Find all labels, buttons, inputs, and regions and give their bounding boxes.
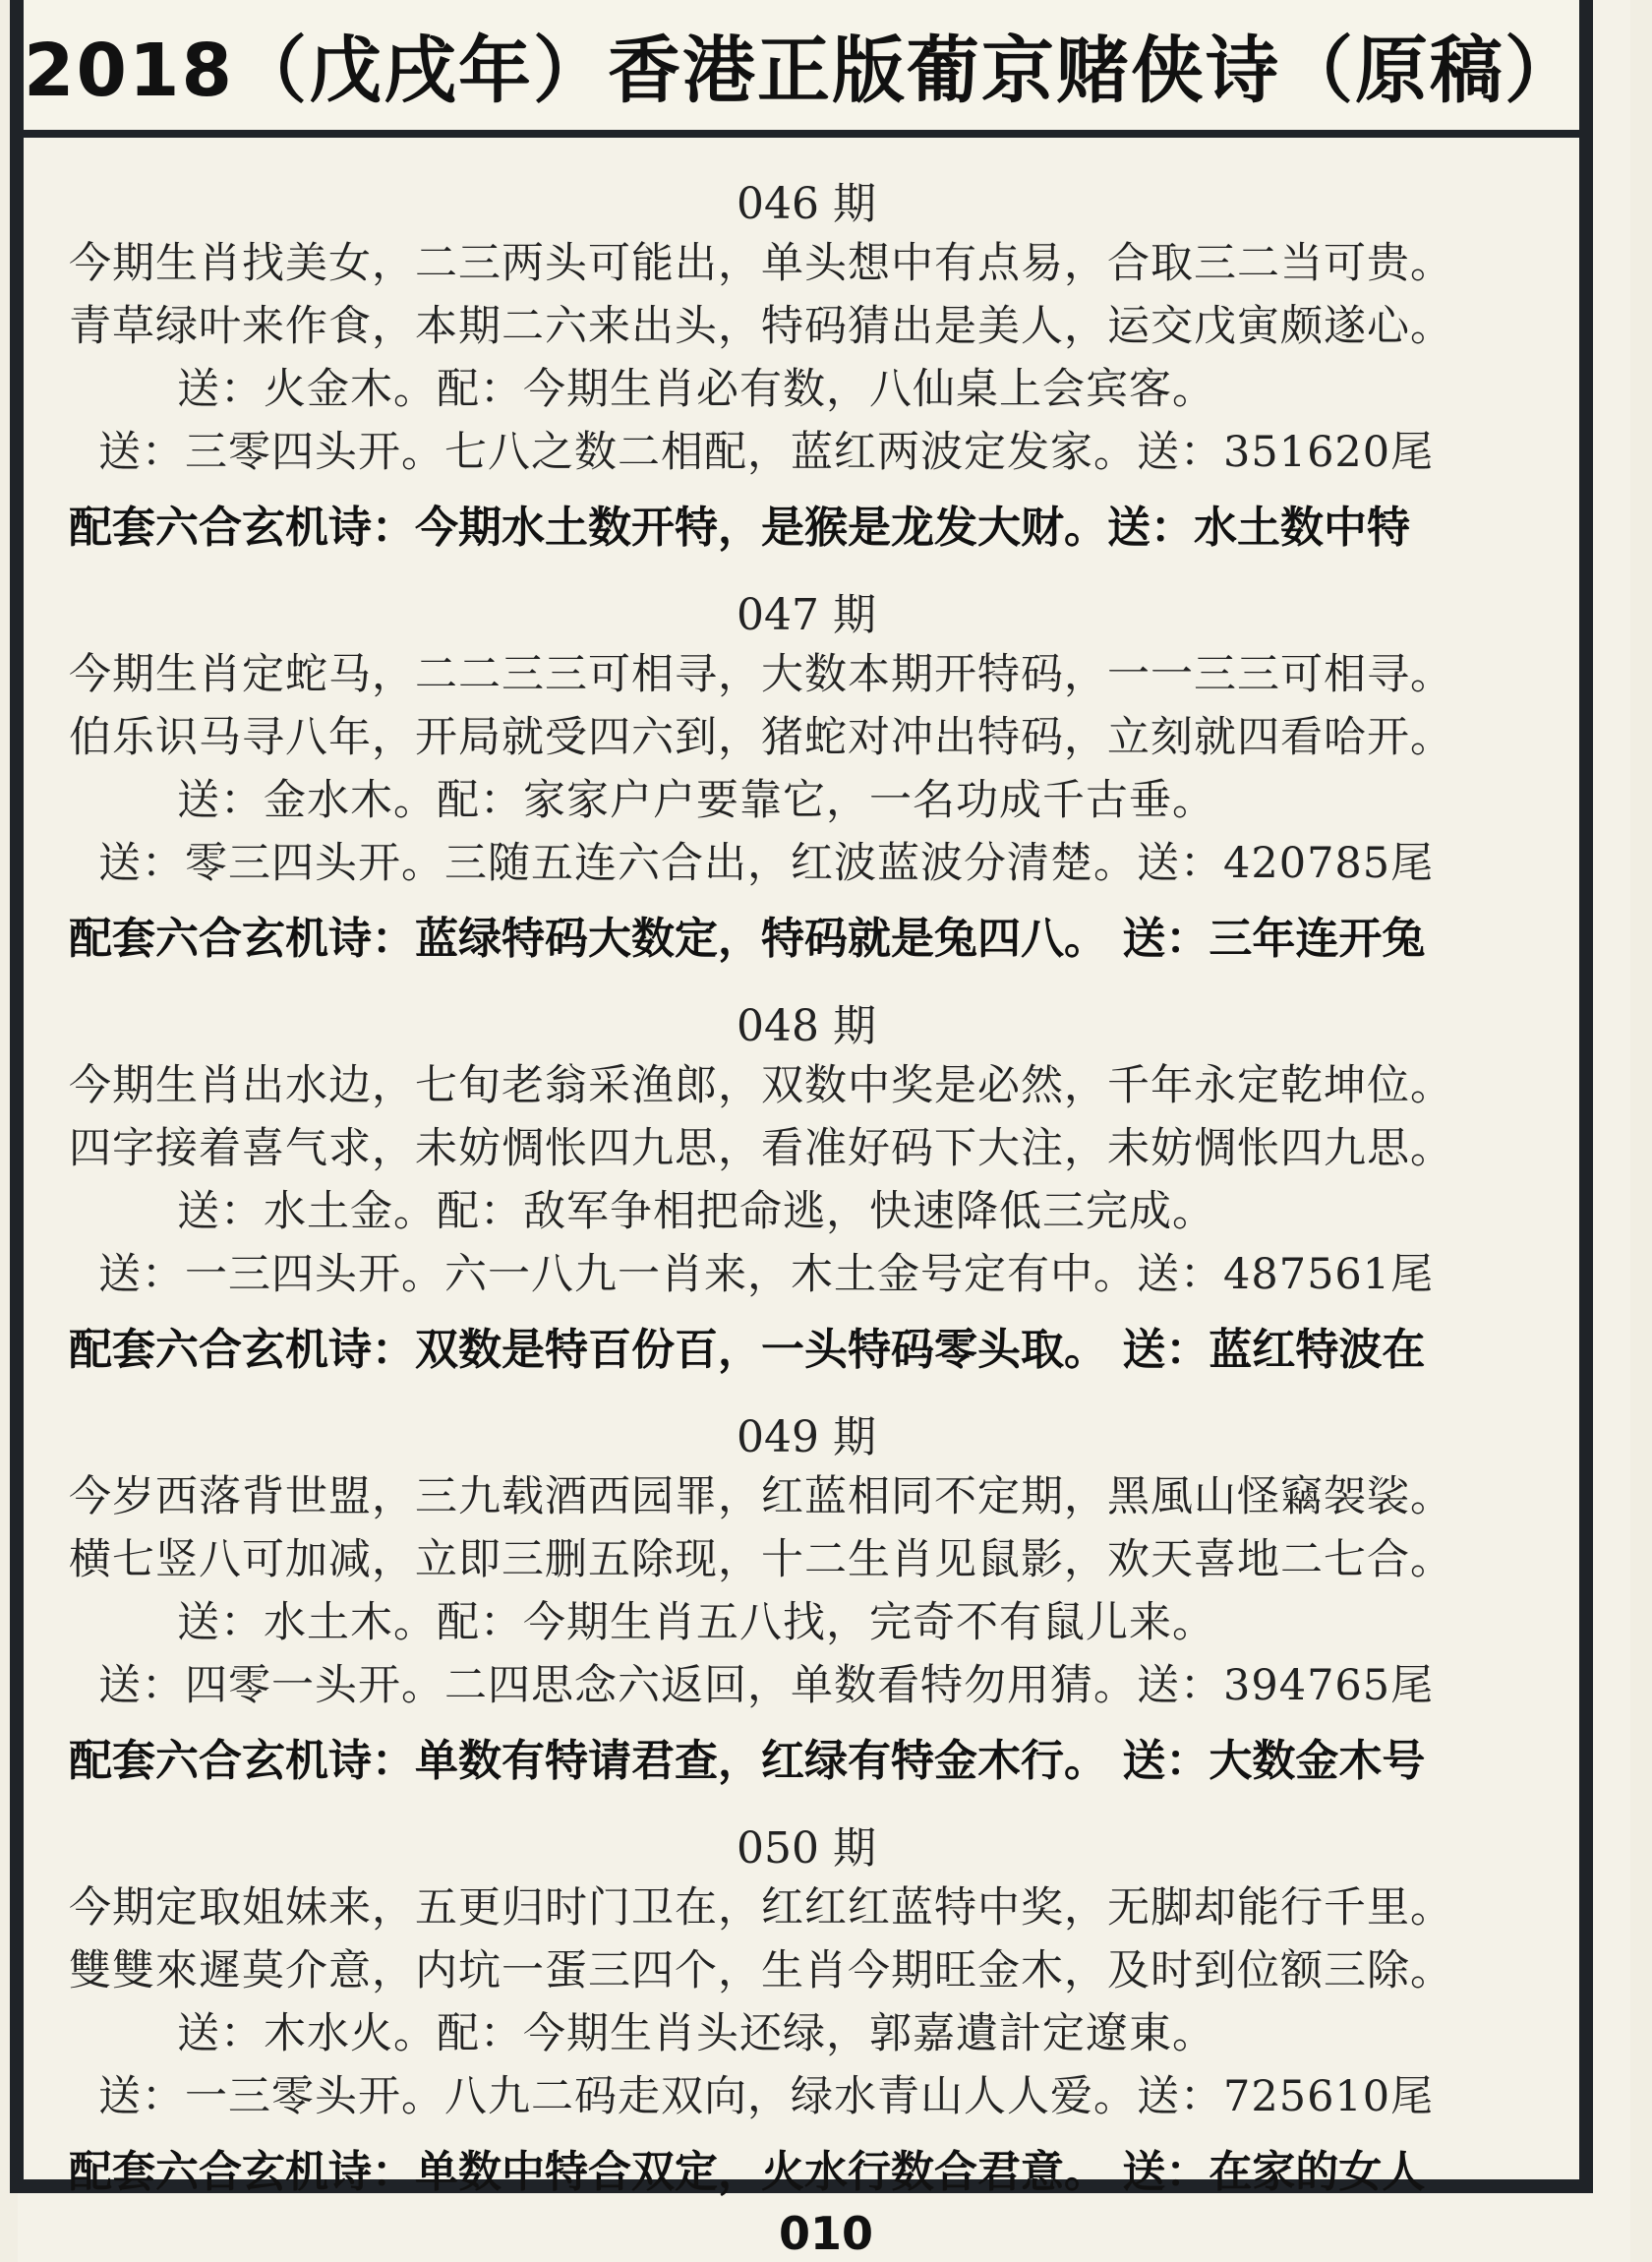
tail-line: 送：三零四头开。七八之数二相配，蓝红两波定发家。送：351620尾: [98, 428, 1435, 477]
gift-line: 送：水土金。配：敌军争相把命逃，快速降低三完成。: [177, 1187, 1215, 1236]
tail-line: 送：一三四头开。六一八九一肖来，木土金号定有中。送：487561尾: [98, 1250, 1435, 1299]
xuanji-poem: 配套六合玄机诗：单数有特请君查，红绿有特金木行。 送：大数金木号: [69, 1736, 1426, 1786]
poem-line-1: 今期定取姐妹来，五更归时门卫在，红红红蓝特中奖，无脚却能行千里。: [69, 1883, 1453, 1933]
issue-number: 048 期: [737, 1001, 876, 1051]
gift-line: 送：金水木。配：家家户户要靠它，一名功成千古垂。: [177, 776, 1215, 825]
poem-line-2: 伯乐识马寻八年，开局就受四六到，猪蛇对冲出特码，立刻就四看哈开。: [69, 713, 1453, 762]
issue-number: 050 期: [737, 1823, 876, 1874]
tail-line: 送：一三零头开。八九二码走双向，绿水青山人人爱。送：725610尾: [98, 2072, 1435, 2121]
xuanji-poem: 配套六合玄机诗：今期水土数开特，是猴是龙发大财。送：水土数中特: [69, 503, 1410, 553]
title-banner: [10, 0, 1593, 138]
gift-line: 送：火金木。配：今期生肖必有数，八仙桌上会宾客。: [177, 365, 1215, 414]
tail-line: 送：四零一头开。二四思念六返回，单数看特勿用猜。送：394765尾: [98, 1661, 1435, 1710]
gift-line: 送：水土木。配：今期生肖五八找，完奇不有鼠儿来。: [177, 1598, 1215, 1647]
issue-number: 047 期: [737, 590, 876, 640]
xuanji-poem: 配套六合玄机诗：蓝绿特码大数定，特码就是兔四八。 送：三年连开兔: [69, 914, 1426, 964]
poem-line-2: 横七竖八可加减，立即三删五除现，十二生肖见鼠影，欢天喜地二七合。: [69, 1535, 1453, 1584]
issue-number: 046 期: [737, 179, 876, 229]
poem-line-1: 今期生肖定蛇马，二二三三可相寻，大数本期开特码，一一三三可相寻。: [69, 650, 1453, 699]
poem-line-1: 今岁西落背世盟，三九载酒西园罪，红蓝相同不定期，黑風山怪竊袈裟。: [69, 1472, 1453, 1521]
xuanji-poem: 配套六合玄机诗：单数中特合双定，火水行数合君意。 送：在家的女人: [69, 2147, 1426, 2197]
issue-block-049: [39, 1410, 1573, 1800]
xuanji-poem: 配套六合玄机诗：双数是特百份百，一头特码零头取。 送：蓝红特波在: [69, 1325, 1426, 1375]
poem-line-2: 四字接着喜气求，未妨惆怅四九思，看准好码下大注，未妨惆怅四九思。: [69, 1124, 1453, 1173]
issue-block-050: [39, 1821, 1573, 2211]
issue-block-047: [39, 588, 1573, 978]
issue-block-048: [39, 999, 1573, 1389]
page-title: 2018（戊戌年）香港正版葡京赌侠诗（原稿）: [24, 29, 1579, 113]
poem-line-2: 青草绿叶来作食，本期二六来出头，特码猜出是美人，运交戊寅颇遂心。: [69, 302, 1453, 351]
poem-line-1: 今期生肖出水边，七旬老翁采渔郎，双数中奖是必然，千年永定乾坤位。: [69, 1061, 1453, 1110]
issue-number: 049 期: [737, 1412, 876, 1462]
poem-line-1: 今期生肖找美女，二三两头可能出，单头想中有点易，合取三二当可贵。: [69, 239, 1453, 288]
gift-line: 送：木水火。配：今期生肖头还绿，郭嘉遺計定遼東。: [177, 2009, 1215, 2058]
tail-line: 送：零三四头开。三随五连六合出，红波蓝波分清楚。送：420785尾: [98, 839, 1435, 888]
page-number: 010: [778, 2207, 874, 2260]
issue-block-046: [39, 177, 1573, 566]
poem-line-2: 雙雙來遲莫介意，内坑一蛋三四个，生肖今期旺金木，及时到位额三除。: [69, 1946, 1453, 1995]
